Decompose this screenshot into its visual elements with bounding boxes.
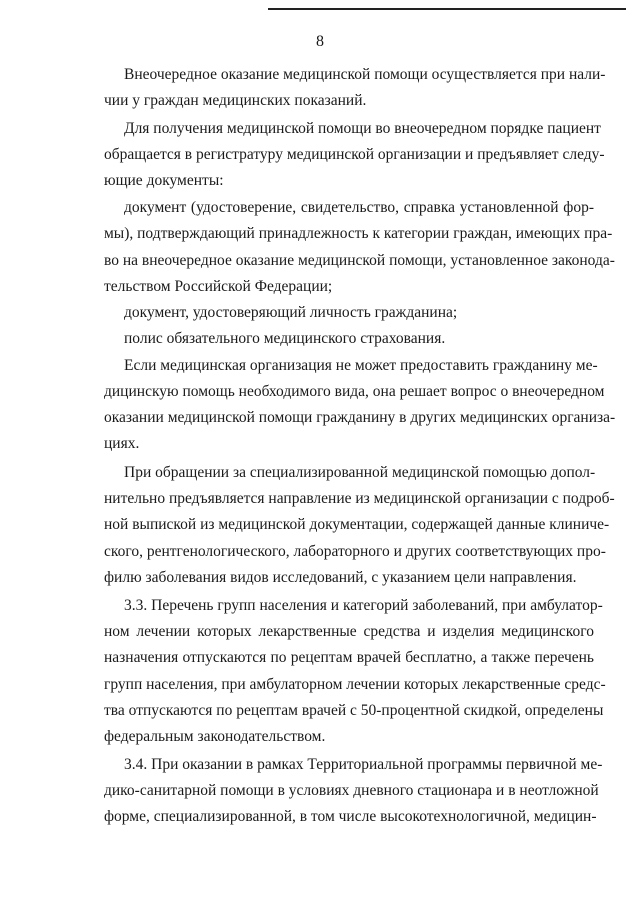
text-line: оказании медицинской помощи гражданину в других медицинских организа- — [104, 409, 616, 426]
header-rule — [268, 8, 626, 10]
text-line: мы), подтверждающий принадлежность к категории граждан, имеющих пра- — [104, 225, 613, 242]
text-line: документ (удостоверение, свидетельство, справка установленной фор- — [124, 199, 594, 216]
page-number: 8 — [316, 33, 324, 50]
text-line: во на внеочередное оказание медицинской помощи, установленное законода- — [104, 252, 615, 269]
text-line: 3.3. Перечень групп населения и категорий заболеваний, при амбулатор- — [124, 597, 603, 614]
text-line: тва отпускаются по рецептам врачей с 50-процентной скидкой, определены — [104, 702, 604, 719]
text-line: ном лечении которых лекарственные средства и изделия медицинского — [104, 623, 594, 640]
text-line: назначения отпускаются по рецептам врачей бесплатно, а также перечень — [104, 649, 594, 666]
text-line: документ, удостоверяющий личность гражданина; — [124, 304, 458, 321]
text-line: чии у граждан медицинских показаний. — [104, 92, 367, 109]
text-line: ной выпиской из медицинской документации, содержащей данные клиниче- — [104, 516, 610, 533]
text-line: ского, рентгенологического, лабораторного и других соответствующих про- — [104, 543, 606, 560]
text-line: При обращении за специализированной медицинской помощью допол- — [124, 464, 596, 481]
text-line: филю заболевания видов исследований, с указанием цели направления. — [104, 569, 577, 586]
text-line: форме, специализированной, в том числе высокотехнологичной, медицин- — [104, 808, 597, 825]
text-line: дицинскую помощь необходимого вида, она решает вопрос о внеочередном — [104, 383, 605, 400]
text-line: полис обязательного медицинского страхования. — [124, 330, 446, 347]
text-line: Внеочередное оказание медицинской помощи осуществляется при нали- — [124, 66, 606, 83]
text-line: Если медицинская организация не может предоставить гражданину ме- — [124, 357, 598, 374]
text-line: федеральным законодательством. — [104, 728, 326, 745]
text-line: ющие документы: — [104, 172, 224, 189]
text-line: дико-санитарной помощи в условиях дневного стационара и в неотложной — [104, 782, 599, 799]
text-line: нительно предъявляется направление из медицинской организации с подроб- — [104, 490, 615, 507]
text-line: обращается в регистратуру медицинской организации и предъявляет следу- — [104, 146, 605, 163]
text-line: 3.4. При оказании в рамках Территориальной программы первичной ме- — [124, 756, 603, 773]
text-line: групп населения, при амбулаторном лечении которых лекарственные средс- — [104, 676, 606, 693]
text-line: Для получения медицинской помощи во внеочередном порядке пациент — [124, 120, 601, 137]
text-line: циях. — [104, 435, 140, 452]
text-line: тельством Российской Федерации; — [104, 278, 333, 295]
